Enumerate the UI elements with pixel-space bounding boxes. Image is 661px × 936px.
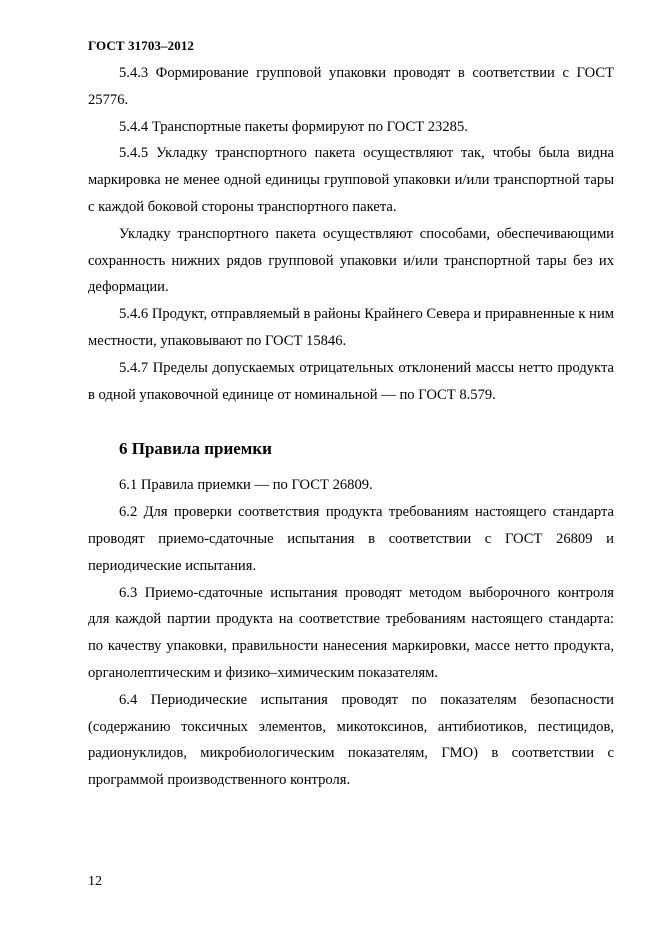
paragraph-6-4: 6.4 Периодические испытания проводят по показателям безопасности (содержанию токсичных элементов, микотоксинов, антибиотиков, пестицидов, радионуклидов, микробиологическим показателям, ГМО) в соответствии с программой производственного контроля.	[88, 691, 614, 789]
paragraph-6-3: 6.3 Приемо-сдаточные испытания проводят методом выборочного контроля для каждой партии продукта на соответствие требованиям настоящего стандарта: по качеству упаковки, правильности нанесения маркировки, массе нетто продукта, органолептическим и физико–химическим показателям.	[88, 584, 614, 681]
paragraph-5-4-5-continued: Укладку транспортного пакета осуществляют способами, обеспечивающими сохранность нижних рядов групповой упаковки и/или транспортной тары без их деформации.	[88, 225, 614, 296]
document-header: ГОСТ 31703–2012	[88, 38, 195, 53]
paragraph-6-2: 6.2 Для проверки соответствия продукта требованиям настоящего стандарта проводят приемо-сдаточные испытания в соответствии с ГОСТ 26809 и периодические испытания.	[88, 504, 614, 574]
paragraph-5-4-5: 5.4.5 Укладку транспортного пакета осуществляют так, чтобы была видна маркировка не менее одной единицы групповой упаковки и/или транспортной тары с каждой боковой стороны транспортного пакета.	[88, 145, 614, 215]
document-body	[88, 60, 614, 794]
page-number: 12	[88, 874, 102, 889]
paragraph-5-4-4: 5.4.4 Транспортные пакеты формируют по ГОСТ 23285.	[119, 118, 468, 135]
paragraph-6-1: 6.1 Правила приемки — по ГОСТ 26809.	[119, 477, 373, 494]
paragraph-5-4-3: 5.4.3 Формирование групповой упаковки проводят в соответствии с ГОСТ 25776.	[88, 65, 614, 108]
paragraph-5-4-6: 5.4.6 Продукт, отправляемый в районы Крайнего Севера и приравненные к ним местности, упаковывают по ГОСТ 15846.	[88, 306, 614, 349]
paragraph-5-4-7: 5.4.7 Пределы допускаемых отрицательных отклонений массы нетто продукта в одной упаковочной единице от номинальной — по ГОСТ 8.579.	[88, 359, 614, 403]
section-title: 6 Правила приемки	[119, 439, 272, 459]
